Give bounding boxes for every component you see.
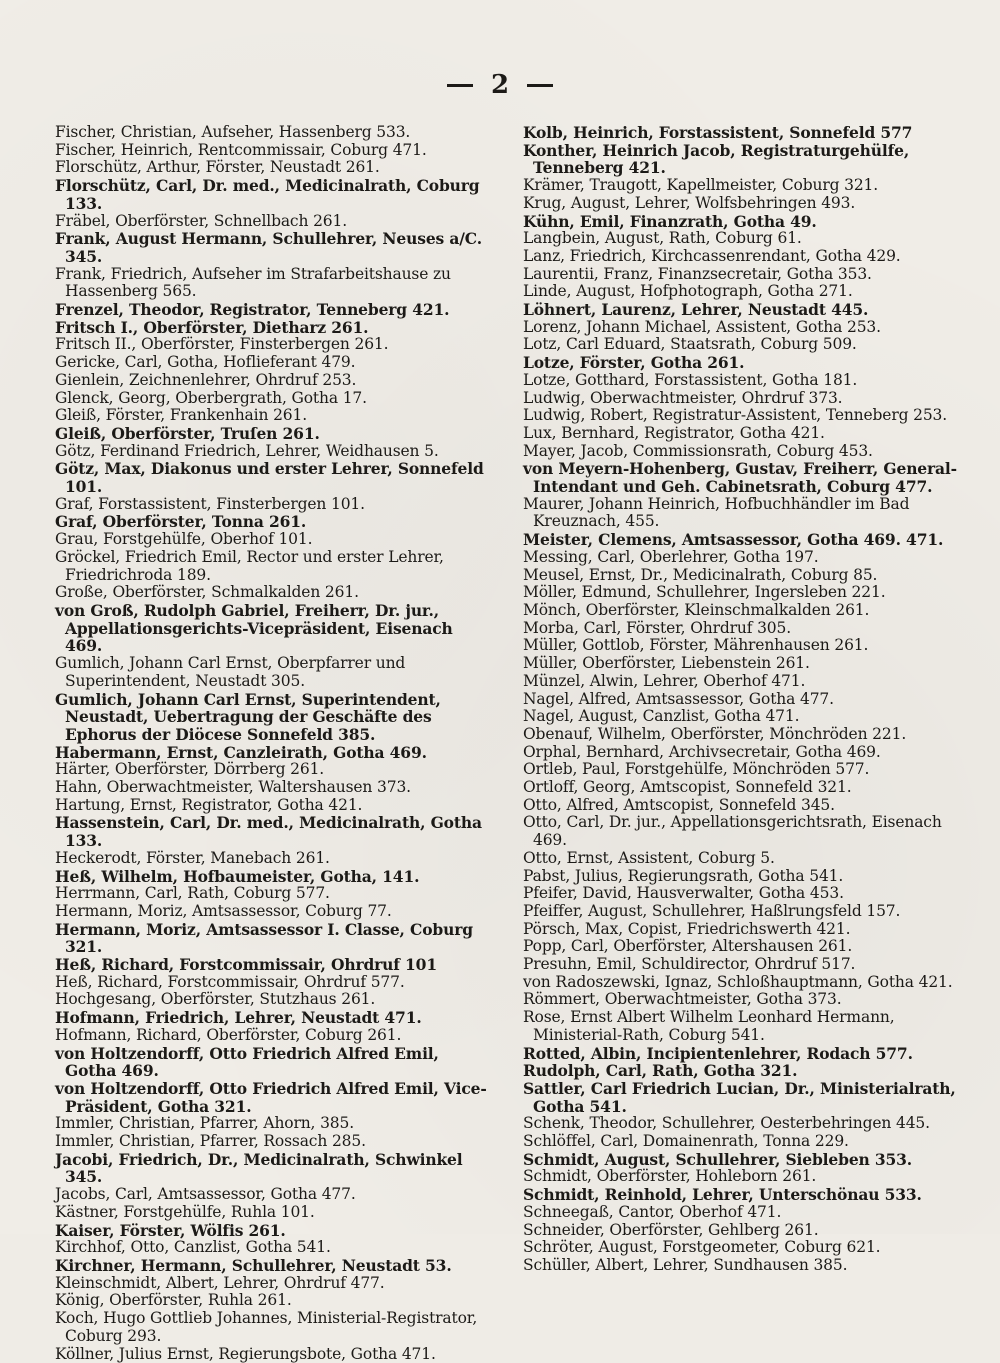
index-entry: Florschütz, Arthur, Förster, Neustadt 261. [55,158,380,177]
index-entry: Nagel, Alfred, Amtsassessor, Gotha 477. [523,689,834,708]
index-entry: Löhnert, Laurenz, Lehrer, Neustadt 445. [523,300,869,320]
index-entry: Graf, Oberförster, Tonna 261. [55,512,307,532]
index-entry: Gumlich, Johann Carl Ernst, Superintendent, Neustadt, Uebertragung der Geschäfte des Ephorus der Diöcese Sonnefeld 385. [55,689,441,744]
index-entry: Lotze, Gotthard, Forstassistent, Gotha 181. [523,370,858,389]
header-dash-right [527,84,553,87]
index-entry: Rotted, Albin, Incipientenlehrer, Rodach 577. [523,1043,913,1063]
index-entry: Frank, August Hermann, Schullehrer, Neuses a/C. 345. [55,229,482,266]
index-entry: Schmidt, Reinhold, Lehrer, Unterschönau 533. [523,1185,922,1205]
index-entry: Ludwig, Oberwachtmeister, Ohrdruf 373. [523,388,843,407]
index-entry: Götz, Ferdinand Friedrich, Lehrer, Weidhausen 5. [55,441,439,460]
index-entry: Rudolph, Carl, Rath, Gotha 321. [523,1061,798,1081]
index-entry: Herrmann, Carl, Rath, Coburg 577. [55,884,330,903]
index-entry: Kästner, Forstgehülfe, Ruhla 101. [55,1202,315,1221]
index-entry: Mönch, Oberförster, Kleinschmalkalden 261. [523,600,870,619]
index-entry: Pabst, Julius, Regierungsrath, Gotha 541. [523,866,844,885]
index-entry: Otto, Ernst, Assistent, Coburg 5. [523,848,775,867]
index-entry: Gleiß, Förster, Frankenhain 261. [55,406,307,425]
index-entry: Kirchner, Hermann, Schullehrer, Neustadt 53. [55,1256,452,1275]
index-entry: Hermann, Moriz, Amtsassessor I. Classe, Coburg 321. [55,919,473,957]
index-entry: Schüller, Albert, Lehrer, Sundhausen 385. [523,1256,848,1274]
index-entry: Müller, Oberförster, Liebenstein 261. [523,654,810,673]
index-entry: Münzel, Alwin, Lehrer, Oberhof 471. [523,671,806,690]
index-entry: Lux, Bernhard, Registrator, Gotha 421. [523,423,825,442]
index-entry: Heß, Richard, Forstcommissair, Ohrdruf 101 [55,955,437,975]
index-entry: Frenzel, Theodor, Registrator, Tenneberg 421. [55,300,450,320]
index-entry: Otto, Carl, Dr. jur., Appellationsgerichtsrath, Eisenach 469. [523,813,942,850]
index-entry: Kleinschmidt, Albert, Lehrer, Ohrdruf 477. [55,1273,385,1292]
index-entry: König, Oberförster, Ruhla 261. [55,1291,292,1310]
index-entry: Ortloff, Georg, Amtscopist, Sonnefeld 321. [523,778,852,797]
index-entry: Hassenstein, Carl, Dr. med., Medicinalrath, Gotha 133. [55,813,482,851]
index-entry: Schröter, August, Forstgeometer, Coburg 621. [523,1238,881,1257]
index-entry: Hochgesang, Oberförster, Stutzhaus 261. [55,990,376,1009]
index-entry: Lotze, Förster, Gotha 261. [523,353,745,373]
index-entry: Gienlein, Zeichnenlehrer, Ohrdruf 253. [55,370,357,389]
index-entry: Götz, Max, Diakonus und erster Lehrer, Sonnefeld 101. [55,459,484,497]
index-entry: Linde, August, Hofphotograph, Gotha 271. [523,282,853,301]
index-entry: Gröckel, Friedrich Emil, Rector und erster Lehrer, Friedrichroda 189. [55,547,444,584]
index-entry: von Holtzendorff, Otto Friedrich Alfred Emil, Gotha 469. [55,1043,439,1081]
index-entry: Kolb, Heinrich, Forstassistent, Sonnefeld 577 [523,123,913,142]
index-entry: Glenck, Georg, Oberbergrath, Gotha 17. [55,388,367,407]
index-entry: Sattler, Carl Friedrich Lucian, Dr., Ministerialrath, Gotha 541. [523,1078,956,1116]
index-entry: Gleiß, Oberförster, Truſen 261. [55,423,320,443]
index-entry: Fritsch II., Oberförster, Finsterbergen 261. [55,335,389,354]
index-entry: Fischer, Christian, Aufseher, Hassenberg 533. [55,123,411,141]
index-entry: Schlöffel, Carl, Domainenrath, Tonna 229. [523,1132,849,1151]
index-entry: Kirchhof, Otto, Canzlist, Gotha 541. [55,1238,331,1257]
index-entry: Pörsch, Max, Copist, Friedrichswerth 421. [523,919,851,938]
index-entry: Orphal, Bernhard, Archivsecretair, Gotha 469. [523,742,881,761]
index-entry: Heß, Wilhelm, Hofbaumeister, Gotha, 141. [55,866,420,886]
index-entry: Morba, Carl, Förster, Ohrdruf 305. [523,618,792,637]
header-dash-left [447,84,473,87]
index-entry: Pfeifer, David, Hausverwalter, Gotha 453. [523,884,844,903]
index-entry: Rose, Ernst Albert Wilhelm Leonhard Hermann, Ministerial-Rath, Coburg 541. [523,1008,895,1044]
index-entry: Laurentii, Franz, Finanzsecretair, Gotha 353. [523,264,872,283]
index-entry: Köllner, Julius Ernst, Regierungsbote, Gotha 471. [55,1344,436,1363]
index-entry: Meusel, Ernst, Dr., Medicinalrath, Coburg 85. [523,565,878,584]
index-entry: Obenauf, Wilhelm, Oberförster, Mönchröden 221. [523,724,907,743]
index-entry: Hofmann, Richard, Oberförster, Coburg 261. [55,1025,402,1044]
index-entry: Römmert, Oberwachtmeister, Gotha 373. [523,990,842,1009]
index-entry: Große, Oberförster, Schmalkalden 261. [55,583,359,602]
index-entry: Schneider, Oberförster, Gehlberg 261. [523,1220,819,1239]
index-entry: Mayer, Jacob, Commissionsrath, Coburg 453. [523,441,873,460]
index-entry: Heß, Richard, Forstcommissair, Ohrdruf 577. [55,972,405,991]
index-entry: Lanz, Friedrich, Kirchcassenrendant, Gotha 429. [523,246,901,265]
left-column [55,124,495,1363]
index-entry: Gericke, Carl, Gotha, Hoflieferant 479. [55,353,356,372]
index-entry: Grau, Forstgehülfe, Oberhof 101. [55,530,313,549]
index-entry: Härter, Oberförster, Dörrberg 261. [55,760,325,779]
index-entry: Jacobi, Friedrich, Dr., Medicinalrath, Schwinkel 345. [55,1149,463,1187]
index-entry: von Radoszewski, Ignaz, Schloßhauptmann, Gotha 421. [523,972,953,991]
index-entry: Konther, Heinrich Jacob, Registraturgehülfe, Tenneberg 421. [523,140,910,178]
index-entry: Jacobs, Carl, Amtsassessor, Gotha 477. [55,1185,356,1204]
page-number: 2 [490,70,510,100]
index-entry: Immler, Christian, Pfarrer, Rossach 285. [55,1132,366,1151]
index-entry: Habermann, Ernst, Canzleirath, Gotha 469. [55,742,427,762]
index-entry: Kaiser, Förster, Wölfis 261. [55,1220,286,1240]
index-entry: Messing, Carl, Oberlehrer, Gotha 197. [523,547,819,566]
index-entry: Hahn, Oberwachtmeister, Waltershausen 373. [55,778,411,797]
index-entry: Graf, Forstassistent, Finsterbergen 101. [55,494,365,513]
index-entry: Gumlich, Johann Carl Ernst, Oberpfarrer und Superintendent, Neustadt 305. [55,654,406,690]
index-entry: Meister, Clemens, Amtsassessor, Gotha 469. 471. [523,530,944,550]
index-entry: Krug, August, Lehrer, Wolfsbehringen 493. [523,193,856,212]
index-entry: von Holtzendorff, Otto Friedrich Alfred Emil, Vice-Präsident, Gotha 321. [55,1078,487,1116]
index-entry: Koch, Hugo Gottlieb Johannes, Ministerial-Registrator, Coburg 293. [55,1309,478,1345]
index-entry: Schenk, Theodor, Schullehrer, Oesterbehringen 445. [523,1114,930,1133]
index-entry: Hermann, Moriz, Amtsassessor, Coburg 77. [55,901,392,920]
index-entry: Fischer, Heinrich, Rentcommissair, Coburg 471. [55,140,427,159]
right-column [523,124,967,1275]
index-entry: Langbein, August, Rath, Coburg 61. [523,229,802,248]
index-entry: Lotz, Carl Eduard, Staatsrath, Coburg 509. [523,335,857,354]
index-entry: Fritsch I., Oberförster, Dietharz 261. [55,317,369,337]
index-entry: Hartung, Ernst, Registrator, Gotha 421. [55,795,363,814]
index-entry: Popp, Carl, Oberförster, Altershausen 261. [523,937,853,956]
index-entry: Ludwig, Robert, Registratur-Assistent, Tenneberg 253. [523,406,948,425]
index-entry: Fräbel, Oberförster, Schnellbach 261. [55,211,347,230]
index-entry: Frank, Friedrich, Aufseher im Strafarbeitshause zu Hassenberg 565. [55,264,451,301]
index-entry: Immler, Christian, Pfarrer, Ahorn, 385. [55,1114,355,1133]
index-entry: Hofmann, Friedrich, Lehrer, Neustadt 471. [55,1008,422,1028]
index-entry: Schmidt, Oberförster, Hohleborn 261. [523,1167,817,1186]
index-entry: Möller, Edmund, Schullehrer, Ingersleben 221. [523,583,886,602]
index-entry: Kühn, Emil, Finanzrath, Gotha 49. [523,211,817,231]
index-entry: Heckerodt, Förster, Manebach 261. [55,848,330,867]
index-entry: Presuhn, Emil, Schuldirector, Ohrdruf 517. [523,955,856,974]
index-entry: Ortleb, Paul, Forstgehülfe, Mönchröden 577. [523,760,870,779]
index-entry: von Groß, Rudolph Gabriel, Freiherr, Dr. jur., Appellationsgerichts-Vicepräsident, Eisenach 469. [55,600,453,656]
index-entry: Florschütz, Carl, Dr. med., Medicinalrath, Coburg 133. [55,176,480,213]
index-entry: von Meyern-Hohenberg, Gustav, Freiherr, General-Intendant und Geh. Cabinetsrath, Coburg 477. [523,459,957,497]
index-entry: Maurer, Johann Heinrich, Hofbuchhändler im Bad Kreuznach, 455. [523,494,910,531]
index-entry: Otto, Alfred, Amtscopist, Sonnefeld 345. [523,795,835,814]
index-entry: Nagel, August, Canzlist, Gotha 471. [523,707,800,726]
index-entry: Schmidt, August, Schullehrer, Siebleben 353. [523,1149,913,1169]
index-entry: Krämer, Traugott, Kapellmeister, Coburg 321. [523,176,879,195]
index-entry: Müller, Gottlob, Förster, Mährenhausen 261. [523,636,869,655]
index-entry: Lorenz, Johann Michael, Assistent, Gotha 253. [523,317,881,336]
page-header [0,68,1000,102]
index-entry: Pfeiffer, August, Schullehrer, Haßlrungsfeld 157. [523,901,901,920]
index-entry: Schneegaß, Cantor, Oberhof 471. [523,1202,782,1221]
